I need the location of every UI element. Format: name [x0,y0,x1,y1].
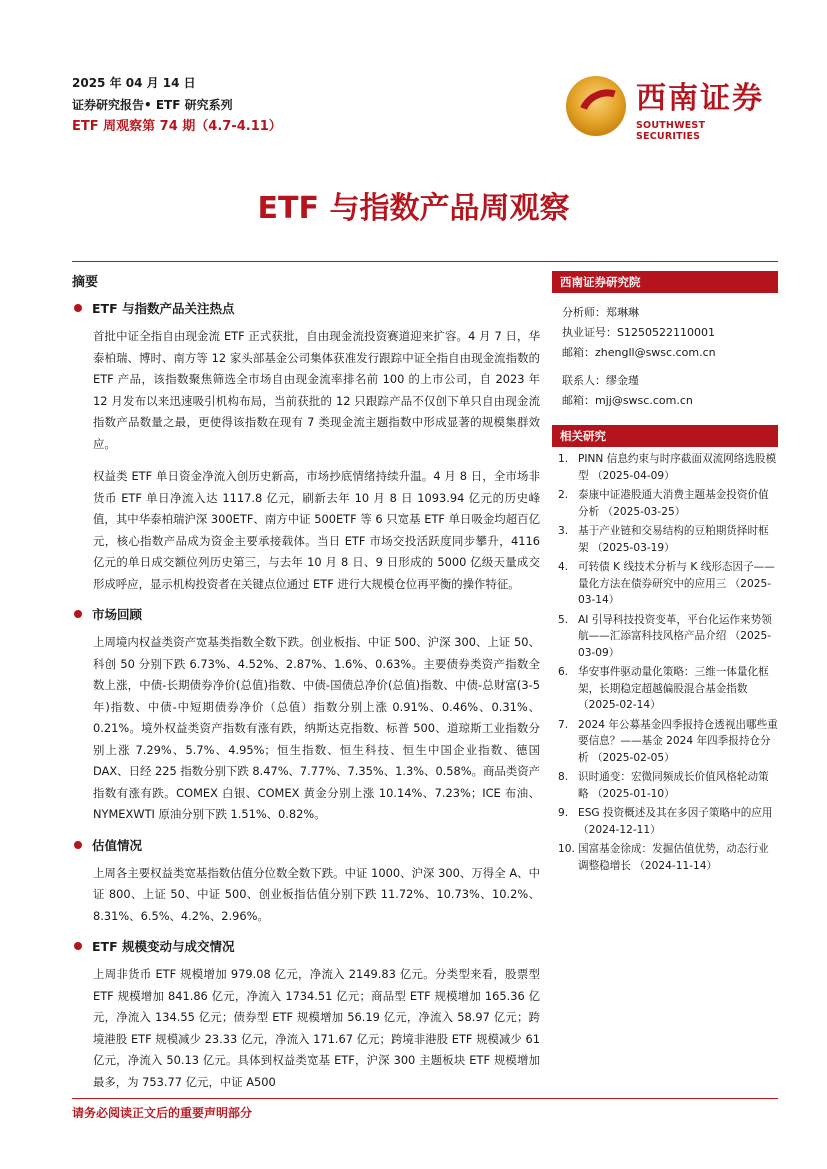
list-item[interactable]: 3. 基于产业链和交易结构的豆粕期货择时框架 （2025-03-19） [558,525,769,554]
footer-disclaimer: 请务必阅读正文后的重要声明部分 [72,1106,253,1120]
report-issue: ETF 周观察第 74 期（4.7-4.11） [72,119,282,134]
bullet-icon [74,304,82,312]
contact-name: 联系人：缪金瑾 [562,374,639,387]
contact-email[interactable]: 邮箱：mjj@swsc.com.cn [562,394,693,407]
section-heading: ETF 规模变动与成交情况 [92,939,235,954]
section-etf-scale [72,938,540,1093]
section-valuation [72,837,540,928]
company-logo [566,76,766,142]
paragraph: 上周境内权益类资产宽基类指数全数下跌。创业板指、中证 500、沪深 300、上证 50、科创 50 分别下跌 6.73%、4.52%、2.87%、1.6%、0.63%。主要债券类资产指数全数上涨，中债-长期债券净价(总值)指数、中债-国债总净价(总值)指数、中债-总财富(3-5 年)指数、中债-中短期债券净价（总值）指数分别上涨 0.91%、0.46%、0.31%、0.21%。境外权益类资产指数有涨有跌，纳斯达克指数、标普 500、道琼斯工业指数分别上涨 7.29%、5.7%、4.95%；恒生指数、恒生科技、恒生中国企业指数、德国 DAX、日经 225 指数分别下跌 8.47%、7.77%、7.35%、1.3%、0.58%。商品类资产指数有涨有跌。COMEX 白银、COMEX 黄金分别上涨 10.14%、7.23%；ICE 布油、NYMEXWTI 原油分别下跌 1.51%、0.82%。 [93,635,540,821]
section-heading: 市场回顾 [92,607,143,622]
report-date: 2025 年 04 月 14 日 [72,76,196,90]
paragraph: 首批中证全指自由现金流 ETF 正式获批，自由现金流投资赛道迎来扩容。4 月 7 日，华泰柏瑞、博时、南方等 12 家头部基金公司集体获准发行跟踪中证全指自由现金流指数的 ETF 产品，该指数聚焦筛选全市场自由现金流率排名前 100 的上市公司，自 2023 年 12 月发布以来迅速吸引机构布局，当前获批的 12 只跟踪产品不仅创下单只自由现金流指数产品数量之最，更使得该指数在现有 7 类现金流主题指数中形成显著的规模集群效应。 [93,329,540,451]
list-item[interactable]: 4. 可转债 K 线技术分析与 K 线形态因子——量化方法在债券研究中的应用三 （2025-03-14） [558,561,775,606]
list-item[interactable]: 5. AI 引导科技投资变革，平台化运作来势领航——汇添富科技风格产品介绍 （2025-03-09） [558,613,772,659]
list-item[interactable]: 8. 识时通变：宏微同频成长价值风格轮动策略 （2025-01-10） [558,771,769,800]
analyst-name: 分析师：郑琳琳 [562,306,639,319]
list-item[interactable]: 9. ESG 投资概述及其在多因子策略中的应用 （2024-12-11） [558,807,773,836]
logo-name-cn: 西南证券 [636,81,764,116]
section-heading: ETF 与指数产品关注热点 [92,301,235,316]
list-item[interactable]: 6. 华安事件驱动量化策略：三维一体量化框架，长期稳定超越偏股混合基金指数 （2025-02-14） [558,666,769,711]
section-market-review [72,606,540,826]
report-series: 证券研究报告• ETF 研究系列 [72,98,233,112]
analyst-license: 执业证号：S1250522110001 [562,326,715,339]
list-item[interactable]: 10. 国富基金徐成：发掘估值优势，动态行业调整稳增长 （2024-11-14） [558,843,769,872]
paragraph: 上周各主要权益类宽基指数估值分位数全数下跌。中证 1000、沪深 300、万得全 A、中证 800、上证 50、中证 500、创业板指估值分别下跌 11.72%、10.73%、10.2%、8.31%、6.5%、4.2%、2.96%。 [93,865,540,923]
related-research-bar: 相关研究 [552,425,778,447]
logo-emblem-icon [566,76,626,136]
analyst-email[interactable]: 邮箱：zhengll@swsc.com.cn [562,346,716,359]
sidebar [552,271,778,877]
paragraph: 上周非货币 ETF 规模增加 979.08 亿元，净流入 2149.83 亿元。分类型来看，股票型 ETF 规模增加 841.86 亿元，净流入 1734.51 亿元；商品型 ETF 规模增加 165.36 亿元，净流入 134.55 亿元；债券型 ETF 规模增加 56.19 亿元，净流入 58.97 亿元；跨境港股 ETF 规模减少 23.33 亿元，净流入 171.67 亿元；跨境非港股 ETF 规模减少 61 亿元，净流入 50.13 亿元。具体到权益类宽基 ETF，沪深 300 主题板块 ETF 规模增加最多，为 753.77 亿元，中证 A500 [93,967,540,1089]
paragraph: 权益类 ETF 单日资金净流入创历史新高，市场抄底情绪持续升温。4 月 8 日，全市场非货币 ETF 单日净流入达 1117.8 亿元，刷新去年 10 月 8 日 1093.94 亿元的历史峰值，其中华泰柏瑞沪深 300ETF、南方中证 500ETF 等 6 只宽基 ETF 单日吸金均超百亿元，核心指数产品成为资金主要承接载体。当日 ETF 市场交投活跃度同步攀升，4116 亿元的单日成交额位列历史第三，与去年 10 月 8 日、9 日形成的 5000 亿级天量成交形成呼应，显示机构投资者在关键点位通过 ETF 进行大规模仓位再平衡的操作特征。 [93,469,540,591]
page-title: ETF 与指数产品周观察 [257,191,570,226]
institute-bar: 西南证券研究院 [552,271,778,293]
list-item[interactable]: 7. 2024 年公募基金四季报持仓透视出哪些重要信息？——基金 2024 年四季报持仓分析 （2025-02-05） [558,718,778,764]
footer-divider [72,1098,778,1099]
bullet-icon [74,610,82,618]
section-heading: 估值情况 [92,837,143,853]
list-item[interactable]: 2. 泰康中证港股通大消费主题基金投资价值分析 （2025-03-25） [558,489,769,518]
logo-name-en: SOUTHWEST SECURITIES [636,120,706,142]
bullet-icon [74,942,82,950]
section-hotspot [72,300,540,595]
report-header [72,72,282,138]
list-item[interactable]: 1. PINN 信息约束与时序截面双流网络选股模型 （2025-04-09） [558,453,777,482]
bullet-icon [74,841,82,849]
abstract-label: 摘要 [72,275,99,290]
related-research-list [552,447,778,874]
title-divider [72,261,778,262]
main-content [72,300,540,1104]
